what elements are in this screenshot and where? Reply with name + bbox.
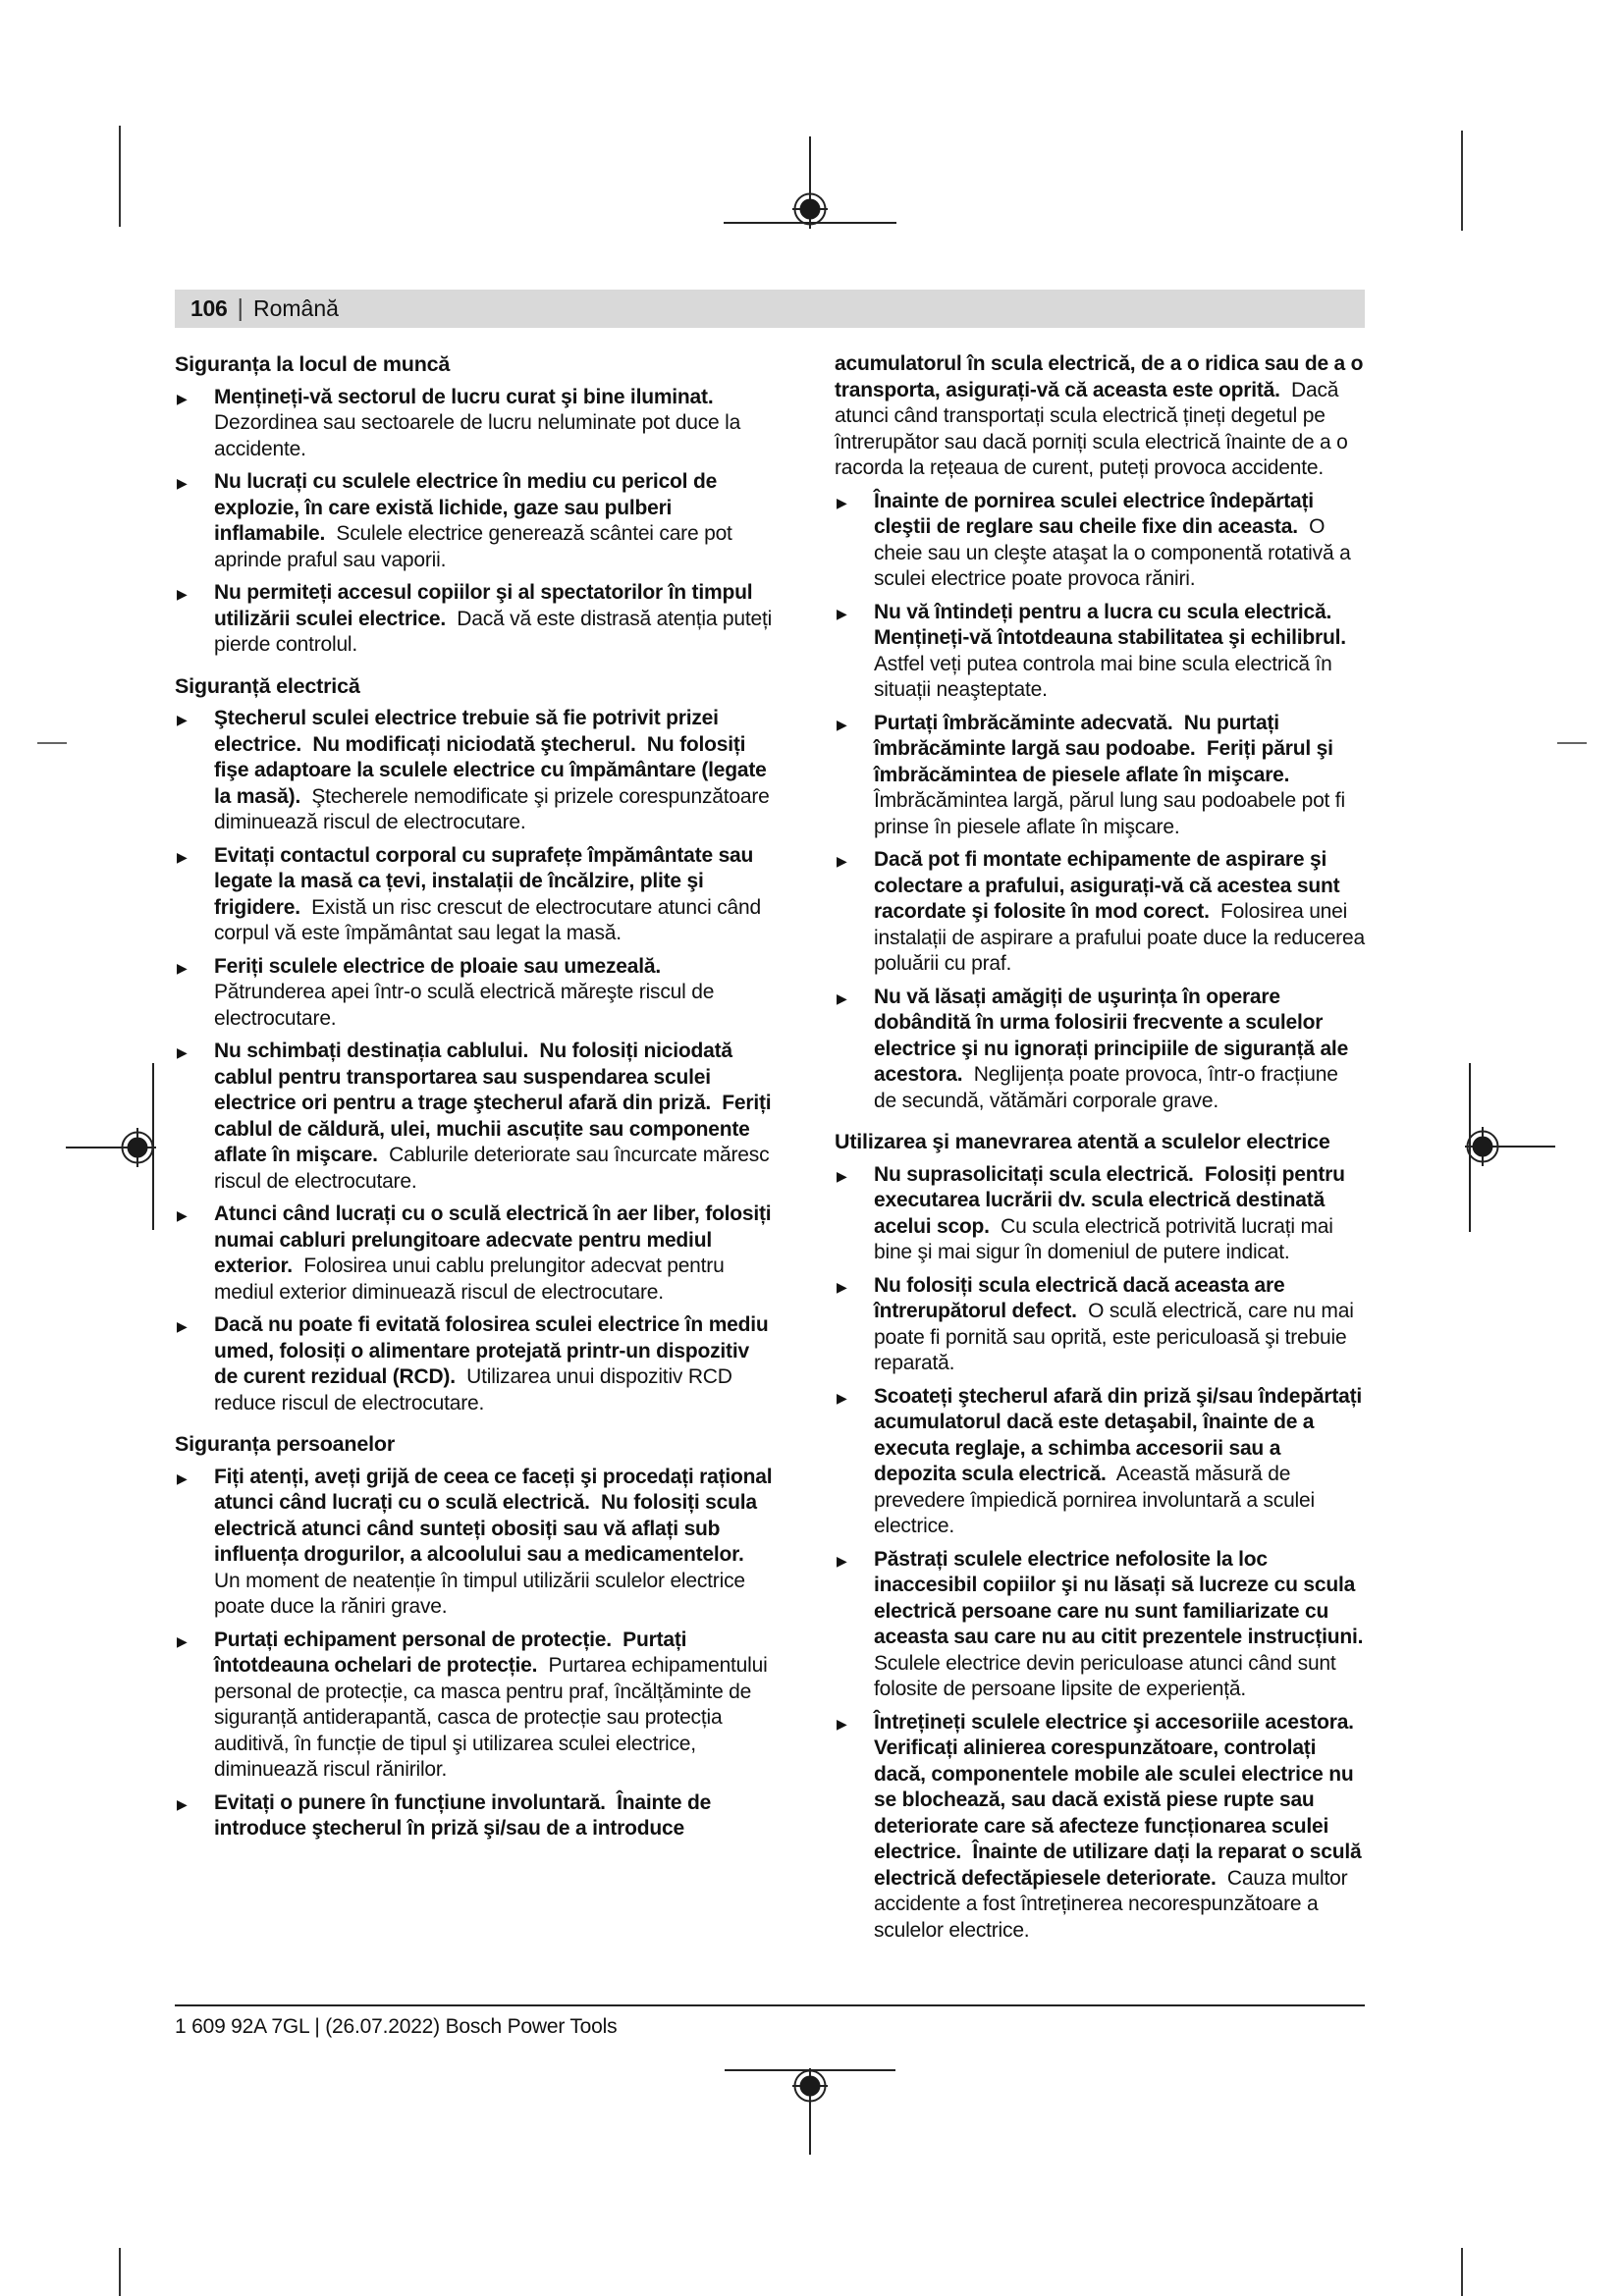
paragraph-text: Dacă pot fi montate echipamente de aspirare şi colectare a prafului, asigurați-vă că acestea sunt racordate şi folosite în mod corect. Folosirea unei instalații de aspirare a prafului poate duce la reducerea poluării cu praf. [874, 848, 1371, 975]
paragraph-text: Atunci când lucrați cu o sculă electrică în aer liber, folosiți numai cabluri prelungitoare adecvate pentru mediul exterior. Folosirea unui cablu prelungitor adecvat pentru mediul exterior diminuează riscul de electrocutare. [214, 1202, 778, 1304]
safety-bullet [175, 580, 776, 659]
continued-paragraph [835, 351, 1369, 482]
safety-bullet [175, 1201, 776, 1306]
crop-mark-top-left [119, 126, 121, 227]
paragraph-text: Nu vă întindeți pentru a lucra cu scula electrică. Mențineți-vă întotdeauna stabilitatea şi echilibrul. Astfel veți putea controla mai bine scula electrică în situații neaşteptate. [874, 600, 1356, 701]
safety-bullet [835, 711, 1365, 841]
bullet-triangle-icon: ▶ [177, 1470, 188, 1487]
paragraph-text: Nu suprasolicitați scula electrică. Folosiți pentru executarea lucrării dv. scula electrică destinată acelui scop. Cu scula electrică potrivită lucrați mai bine şi mai sigur în domeniul de putere indicat. [874, 1162, 1351, 1263]
bullet-triangle-icon: ▶ [837, 495, 847, 511]
paragraph-text: Mențineți-vă sectorul de lucru curat şi bine iluminat. Dezordinea sau sectoarele de lucru neluminate pot duce la accidente. [214, 385, 746, 460]
bullet-triangle-icon: ▶ [837, 1168, 847, 1185]
safety-bullet [175, 1465, 779, 1621]
bullet-triangle-icon: ▶ [177, 587, 188, 603]
bullet-triangle-icon: ▶ [177, 1319, 188, 1335]
paragraph-text: Fiți atenți, aveți grijă de ceea ce faceți şi procedați rațional atunci când lucrați cu o sculă electrică. Nu folosiți scula electrică atunci când sunteți obosiți sau vă aflați sub influența drogurilor, a alcoolului sau a medicamentelor. Un moment de neatenție în timpul utilizării sculelor electrice poate duce la răniri grave. [214, 1465, 779, 1618]
header-separator: | [237, 294, 244, 322]
right-column [835, 351, 1375, 1944]
safety-bullet [175, 1312, 776, 1416]
paragraph-text: Nu vă lăsați amăgiți de uşurința în operare dobândită în urma folosirii frecvente a sculelor electrice şi nu ignorați principiile de siguranță ale acestora. Neglijența poate provoca, într-o fracțiune de secundă, vătămări corporale grave. [874, 985, 1354, 1112]
safety-bullet [175, 1628, 776, 1784]
footer-divider [175, 2004, 1365, 2006]
bullet-triangle-icon: ▶ [177, 713, 188, 728]
paragraph-text: Păstrați sculele electrice nefolosite la loc inaccesibil copiilor şi nu lăsați să lucreze cu scula electrică persoane care nu sunt familiarizate cu aceasta sau care nu au citit prezentele instrucțiuni. Sculele electrice devin periculoase atunci când sunt folosite de persoane lipsite de experiență. [874, 1547, 1375, 1700]
bullet-triangle-icon: ▶ [837, 854, 847, 870]
bullet-triangle-icon: ▶ [837, 1390, 847, 1407]
bullet-triangle-icon: ▶ [177, 391, 188, 407]
paragraph-text: Purtați echipament personal de protecție. Purtați întotdeauna ochelari de protecție. Purtarea echipamentului personal de protecție, ca masca pentru praf, încălțăminte de siguranță antiderapantă, casca de protecție sau protecția auditivă, în funcție de tipul şi utilizarea sculei electrice, diminuează riscul rănirilor. [214, 1628, 774, 1781]
bullet-triangle-icon: ▶ [837, 1716, 847, 1733]
paragraph-text: acumulatorul în scula electrică, de a o ridica sau de a o transporta, asigurați-vă că aceasta este oprită. Dacă atunci când transportați scula electrică țineți degetul pe întrerupător sau dacă porniți scula electrică înainte de a o racorda la rețeaua de curent, puteți provoca accidente. [835, 352, 1369, 479]
paragraph-text: Purtați îmbrăcăminte adecvată. Nu purtați îmbrăcăminte largă sau podoabe. Feriți părul şi îmbrăcămintea de piesele aflate în mişcare. Îmbrăcămintea largă, părul lung sau podoabele pot fi prinse în piesele aflate în mişcare. [874, 711, 1351, 838]
bullet-triangle-icon: ▶ [177, 849, 188, 866]
fold-mark-right [1557, 742, 1587, 744]
crop-mark-top-right [1461, 131, 1463, 231]
page-footer: 1 609 92A 7GL | (26.07.2022) Bosch Power Tools [175, 2015, 618, 2038]
safety-bullet [835, 489, 1365, 593]
left-column [175, 351, 779, 1944]
bullet-triangle-icon: ▶ [177, 1633, 188, 1650]
safety-bullet [835, 1710, 1368, 1945]
registration-mark-top-icon [722, 133, 898, 231]
safety-bullet [835, 600, 1365, 704]
safety-bullet [175, 1039, 776, 1195]
fold-mark-left [37, 742, 67, 744]
bullet-triangle-icon: ▶ [177, 1045, 188, 1061]
paragraph-text: Întrețineți sculele electrice şi accesoriile acestora. Verificați alinierea corespunzătoare, controlați dacă, componentele mobile ale sculei electrice nu se blochează, sau dacă există piese rupte sau deteriorate care să afecteze funcționarea sculei electrice. Înainte de utilizare dați la reparat o sculă electrică defectăpiesele deteriorate. Cauza multor accidente a fost întreținerea necorespunzătoare a sculelor electrice. [874, 1710, 1368, 1942]
safety-bullet [175, 954, 776, 1033]
paragraph-text: Ştecherul sculei electrice trebuie să fie potrivit prizei electrice. Nu modificați niciodată ştecherul. Nu folosiți fişe adaptoare la sculele electrice cu împământare (legate la masă). Ştecherele nemodificate şi prizele corespunzătoare diminuează riscul de electrocutare. [214, 707, 776, 833]
paragraph-text: Nu lucrați cu sculele electrice în mediu cu pericol de explozie, în care există lichide, gaze sau pulberi inflamabile. Sculele electrice generează scântei care pot aprinde praful sau vaporii. [214, 470, 738, 571]
registration-mark-bottom-icon [722, 2061, 898, 2160]
header-language: Română [252, 295, 339, 321]
page-number: 106 [190, 295, 228, 321]
bullet-triangle-icon: ▶ [837, 606, 847, 622]
bullet-triangle-icon: ▶ [177, 960, 188, 977]
bullet-triangle-icon: ▶ [837, 1279, 847, 1296]
paragraph-text: Înainte de pornirea sculei electrice îndepărtați cleştii de reglare sau cheile fixe din aceasta. O cheie sau un cleşte ataşat la o componentă rotativă a sculei electrice poate provoca răniri. [874, 489, 1357, 590]
paragraph-text: Nu schimbați destinația cablului. Nu folosiți niciodată cablul pentru transportarea sau suspendarea sculei electrice ori pentru a trage ştecherul afară din priză. Feriți cablul de căldură, ulei, muchii ascuțite sau componente aflate în mişcare. Cablurile deteriorate sau încurcate măresc riscul de electrocutare. [214, 1040, 778, 1193]
paragraph-text: Evitați contactul corporal cu suprafețe împământate sau legate la masă ca țevi, instalații de încălzire, plite şi frigidere. Există un risc crescut de electrocutare atunci când corpul vă este împământat sau legat la masă. [214, 843, 767, 944]
safety-bullet [175, 706, 776, 836]
safety-bullet [175, 469, 776, 573]
paragraph-text: Nu folosiți scula electrică dacă aceasta are întrerupătorul defect. O sculă electrică, care nu mai poate fi pornită sau oprită, este periculoasă şi trebuie reparată. [874, 1273, 1360, 1374]
bullet-triangle-icon: ▶ [177, 476, 188, 492]
safety-bullet [835, 847, 1371, 978]
bullet-triangle-icon: ▶ [837, 1553, 847, 1570]
bullet-triangle-icon: ▶ [177, 1796, 188, 1813]
paragraph-text: Dacă nu poate fi evitată folosirea sculei electrice în mediu umed, folosiți o alimentare protejată printr-un dispozitiv de curent rezidual (RCD). Utilizarea unui dispozitiv RCD reduce riscul de electrocutare. [214, 1313, 775, 1415]
page-header [175, 290, 1365, 328]
section-heading: Utilizarea şi manevrarea atentă a sculelor electrice [835, 1130, 1330, 1153]
safety-bullet [835, 1384, 1368, 1540]
crop-mark-bottom-left [119, 2248, 121, 2296]
safety-bullet [175, 843, 776, 947]
safety-bullet [835, 1162, 1365, 1266]
paragraph-text: Scoateți ştecherul afară din priză şi/sau îndepărtați acumulatorul dacă este detaşabil, înainte de a executa reglaje, a schimba accesorii sau a depozita scula electrică. Această măsură de prevedere împiedică pornirea involuntară a sculei electrice. [874, 1384, 1368, 1537]
bullet-triangle-icon: ▶ [177, 1208, 188, 1224]
registration-mark-left-icon [59, 1060, 167, 1237]
safety-bullet [175, 385, 776, 463]
safety-bullet [175, 1790, 776, 1842]
safety-bullet [835, 1547, 1375, 1703]
registration-mark-right-icon [1460, 1060, 1568, 1237]
paragraph-text: Nu permiteți accesul copiilor şi al spectatorilor în timpul utilizării sculei electrice. Dacă vă este distrasă atenția puteți pierde controlul. [214, 581, 778, 656]
crop-mark-bottom-right [1461, 2248, 1463, 2296]
paragraph-text: Evitați o punere în funcțiune involuntară. Înainte de introduce ştecherul în priză şi/sau de a introduce [214, 1790, 717, 1840]
safety-bullet [835, 1273, 1365, 1377]
bullet-triangle-icon: ▶ [837, 717, 847, 733]
section-heading: Siguranța la locul de muncă [175, 352, 451, 376]
page-body [175, 351, 1375, 1944]
section-heading: Siguranță electrică [175, 673, 360, 698]
bullet-triangle-icon: ▶ [837, 990, 847, 1007]
safety-bullet [835, 985, 1365, 1115]
section-heading: Siguranța persoanelor [175, 1432, 395, 1456]
paragraph-text: Feriți sculele electrice de ploaie sau umezeală. Pătrunderea apei într-o sculă electrică măreşte riscul de electrocutare. [214, 954, 720, 1030]
